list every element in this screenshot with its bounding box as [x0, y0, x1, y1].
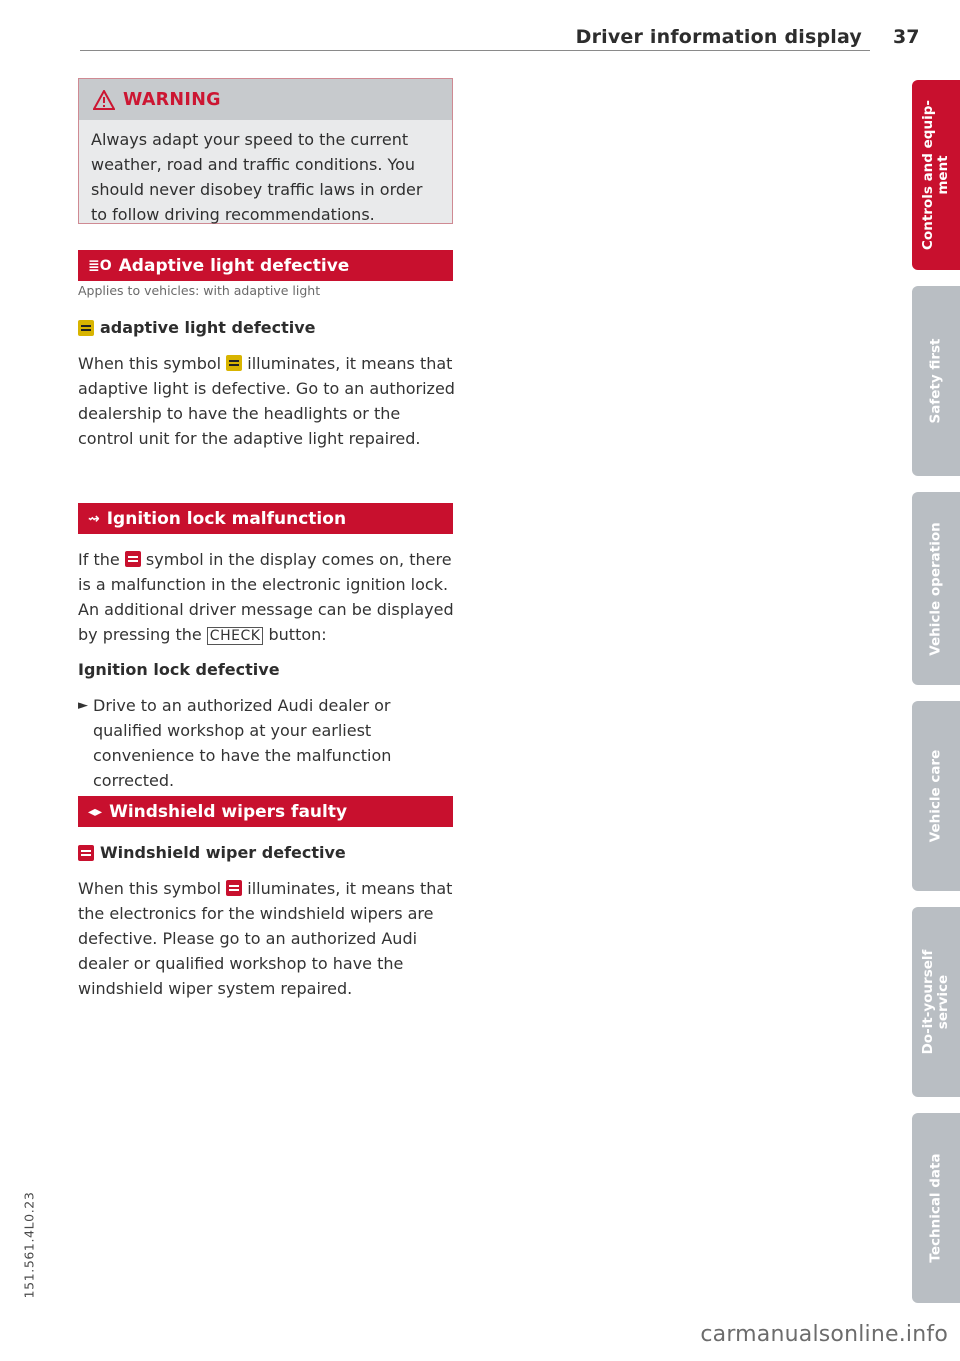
paragraph-adaptive-light — [78, 351, 458, 451]
tab-vehicle-operation[interactable] — [912, 492, 960, 685]
adaptive-light-warning-icon — [78, 320, 94, 336]
running-header-section: Driver information display — [575, 26, 862, 48]
subheading-windshield-wiper-text: Windshield wiper defective — [100, 843, 346, 862]
paragraph-ignition-b: symbol in the display comes on, there is a malfunction in the electronic ignition lock. An additional driver message can be displayed by pressing the — [78, 550, 454, 644]
subheading-windshield-wiper — [78, 843, 346, 862]
paragraph-adaptive-light-a: When this symbol — [78, 354, 222, 373]
tab-label: Safety first — [927, 338, 944, 424]
adaptive-light-icon: ≣O — [88, 257, 112, 274]
ignition-key-icon: ⇝ — [88, 510, 100, 527]
tab-technical-data[interactable] — [912, 1113, 960, 1303]
warning-title: WARNING — [123, 89, 221, 110]
heading-ignition-lock-text: Ignition lock malfunction — [106, 508, 347, 529]
paragraph-ignition-a: If the — [78, 550, 120, 569]
bullet-ignition-lock — [78, 693, 458, 793]
adaptive-light-inline-icon — [226, 355, 242, 371]
watermark: carmanualsonline.info — [700, 1322, 948, 1347]
warning-triangle-icon — [93, 90, 115, 110]
tab-label: Controls and equip- ment — [920, 100, 951, 250]
document-code — [22, 1180, 36, 1310]
tab-label: Do-it-yourself service — [920, 949, 951, 1055]
tab-label: Technical data — [927, 1153, 944, 1263]
paragraph-ignition-c: button: — [268, 625, 327, 644]
paragraph-wipers-b: illuminates, it means that the electronics for the windshield wipers are defective. Please go to an authorized Audi dealer or qualified workshop to have the windshield wiper system repaired. — [78, 879, 453, 998]
heading-adaptive-light — [78, 250, 453, 281]
ignition-inline-icon — [125, 551, 141, 567]
heading-adaptive-light-text: Adaptive light defective — [118, 255, 350, 276]
heading-windshield-wipers-text: Windshield wipers faulty — [109, 801, 348, 822]
paragraph-wipers-a: When this symbol — [78, 879, 222, 898]
bullet-arrow-icon: ► — [78, 698, 88, 713]
tab-controls-and-equipment[interactable] — [912, 80, 960, 270]
heading-ignition-lock — [78, 503, 453, 534]
tab-label: Vehicle care — [927, 749, 944, 843]
tab-do-it-yourself-service[interactable] — [912, 907, 960, 1097]
wiper-inline-icon — [226, 880, 242, 896]
bullet-ignition-text: Drive to an authorized Audi dealer or qualified workshop at your earliest convenience to have the malfunction corrected. — [93, 696, 392, 790]
warning-box — [78, 78, 453, 224]
paragraph-ignition-lock — [78, 547, 458, 649]
tab-vehicle-care[interactable] — [912, 701, 960, 891]
page-number: 37 — [893, 26, 920, 48]
paragraph-windshield-wipers — [78, 876, 458, 1001]
subheading-adaptive-light-text: adaptive light defective — [100, 318, 316, 337]
applies-to-note: Applies to vehicles: with adaptive light — [78, 283, 321, 298]
wiper-icon: ◂▸ — [88, 803, 103, 820]
subheading-adaptive-light — [78, 318, 316, 337]
document-code-text: 151.561.4L0.23 — [21, 1191, 37, 1299]
header-rule — [80, 50, 870, 51]
warning-header — [79, 79, 452, 120]
warning-text: Always adapt your speed to the current weather, road and traffic conditions. You should never disobey traffic laws in order to follow driving recommendations. — [91, 130, 423, 224]
tab-label: Vehicle operation — [927, 521, 944, 656]
tab-safety-first[interactable] — [912, 286, 960, 476]
wiper-warning-icon — [78, 845, 94, 861]
check-key-label: CHECK — [207, 627, 264, 645]
paragraph-adaptive-light-b: illuminates, it means that adaptive light is defective. Go to an authorized dealership to have the headlights or the control unit for the adaptive light repaired. — [78, 354, 455, 448]
subheading-ignition-lock: Ignition lock defective — [78, 660, 280, 679]
heading-windshield-wipers — [78, 796, 453, 827]
